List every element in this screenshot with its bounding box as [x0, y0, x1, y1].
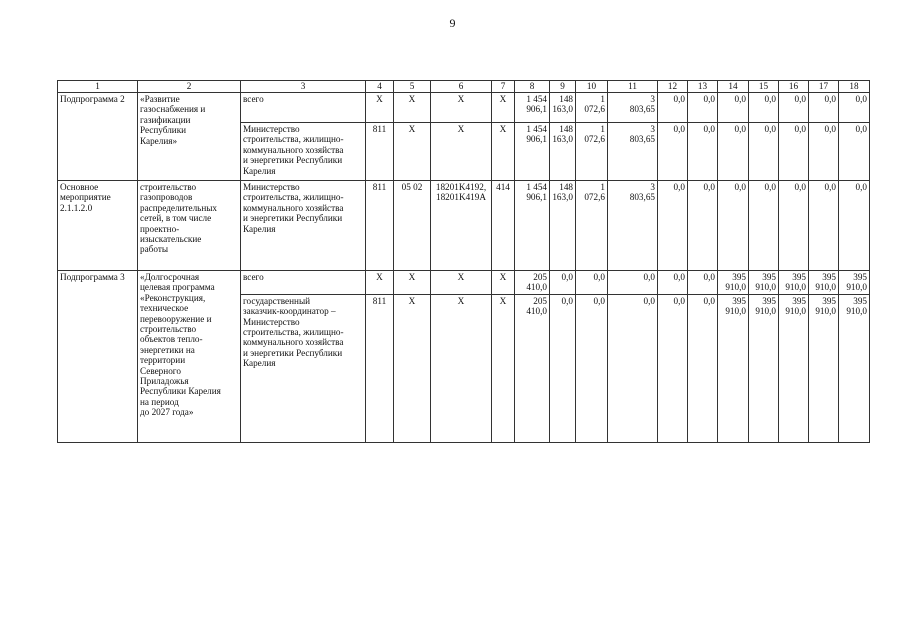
- page-number: 9: [449, 16, 456, 30]
- rzpr-cell: X: [394, 294, 431, 442]
- value-cell: 395 910,0: [839, 294, 870, 442]
- vr-cell: X: [492, 271, 515, 295]
- value-cell: 0,0: [658, 181, 688, 271]
- value-cell: 1 454 906,1: [515, 123, 550, 181]
- executor-cell: всего: [241, 271, 366, 295]
- value-cell: 395 910,0: [809, 294, 839, 442]
- csr-cell: 18201K4192, 18201K419A: [431, 181, 492, 271]
- value-cell: 1 072,6: [576, 93, 608, 123]
- value-cell: 0,0: [688, 123, 718, 181]
- rzpr-cell: X: [394, 271, 431, 295]
- value-cell: 395 910,0: [718, 294, 749, 442]
- table-row: [58, 181, 870, 271]
- executor-cell: государственный заказчик-координатор – Министерство строительства, жилищно- коммунального хозяйства и энергетики Республики Карелия: [241, 294, 366, 442]
- vr-cell: X: [492, 294, 515, 442]
- header-cell: 12: [658, 81, 688, 93]
- rzpr-cell: 05 02: [394, 181, 431, 271]
- header-cell: 5: [394, 81, 431, 93]
- value-cell: 0,0: [779, 181, 809, 271]
- grbs-cell: 811: [366, 181, 394, 271]
- value-cell: 0,0: [718, 93, 749, 123]
- value-cell: 1 072,6: [576, 123, 608, 181]
- value-cell: 395 910,0: [839, 271, 870, 295]
- value-cell: 0,0: [809, 93, 839, 123]
- grbs-cell: X: [366, 93, 394, 123]
- value-cell: 0,0: [688, 271, 718, 295]
- rzpr-cell: X: [394, 123, 431, 181]
- csr-cell: X: [431, 93, 492, 123]
- value-cell: 0,0: [688, 93, 718, 123]
- value-cell: 1 454 906,1: [515, 93, 550, 123]
- value-cell: 0,0: [809, 181, 839, 271]
- executor-cell: Министерство строительства, жилищно- коммунального хозяйства и энергетики Республики Карелия: [241, 123, 366, 181]
- value-cell: 0,0: [658, 294, 688, 442]
- value-cell: 0,0: [608, 294, 658, 442]
- vr-cell: X: [492, 123, 515, 181]
- value-cell: 1 454 906,1: [515, 181, 550, 271]
- value-cell: 0,0: [839, 123, 870, 181]
- header-cell: 14: [718, 81, 749, 93]
- value-cell: 0,0: [718, 181, 749, 271]
- header-cell: 11: [608, 81, 658, 93]
- rzpr-cell: X: [394, 93, 431, 123]
- value-cell: 3 803,65: [608, 181, 658, 271]
- header-cell: 13: [688, 81, 718, 93]
- grbs-cell: 811: [366, 123, 394, 181]
- value-cell: 0,0: [658, 123, 688, 181]
- value-cell: 0,0: [839, 93, 870, 123]
- value-cell: 0,0: [658, 93, 688, 123]
- value-cell: 0,0: [608, 271, 658, 295]
- header-cell: 17: [809, 81, 839, 93]
- value-cell: 395 910,0: [718, 271, 749, 295]
- value-cell: 395 910,0: [749, 294, 779, 442]
- header-cell: 18: [839, 81, 870, 93]
- header-cell: 1: [58, 81, 138, 93]
- value-cell: 205 410,0: [515, 294, 550, 442]
- csr-cell: X: [431, 271, 492, 295]
- value-cell: 0,0: [550, 294, 576, 442]
- header-cell: 16: [779, 81, 809, 93]
- activity-title: строительство газопроводов распределительных сетей, в том числе проектно- изыскательские работы: [138, 181, 241, 271]
- csr-cell: X: [431, 123, 492, 181]
- value-cell: 205 410,0: [515, 271, 550, 295]
- value-cell: 0,0: [749, 123, 779, 181]
- executor-cell: Министерство строительства, жилищно- коммунального хозяйства и энергетики Республики Карелия: [241, 181, 366, 271]
- value-cell: 0,0: [658, 271, 688, 295]
- value-cell: 0,0: [576, 271, 608, 295]
- value-cell: 3 803,65: [608, 123, 658, 181]
- value-cell: 0,0: [749, 181, 779, 271]
- header-cell: 10: [576, 81, 608, 93]
- header-cell: 2: [138, 81, 241, 93]
- grbs-cell: X: [366, 271, 394, 295]
- value-cell: 3 803,65: [608, 93, 658, 123]
- budget-table: [57, 80, 870, 443]
- executor-cell: всего: [241, 93, 366, 123]
- value-cell: 0,0: [688, 294, 718, 442]
- activity-label: Основное мероприятие 2.1.1.2.0: [58, 181, 138, 271]
- value-cell: 0,0: [550, 271, 576, 295]
- value-cell: 1 072,6: [576, 181, 608, 271]
- header-cell: 9: [550, 81, 576, 93]
- subprogram-title: «Долгосрочная целевая программа «Реконструкция, техническое перевооружение и строительство объектов тепло- энергетики на территории Северного Приладожья Республики Карелия на период до 2027 года»: [138, 271, 241, 443]
- subprogram-title: «Развитие газоснабжения и газификации Республики Карелия»: [138, 93, 241, 181]
- value-cell: 0,0: [779, 123, 809, 181]
- value-cell: 148 163,0: [550, 93, 576, 123]
- value-cell: 148 163,0: [550, 123, 576, 181]
- header-cell: 7: [492, 81, 515, 93]
- header-cell: 3: [241, 81, 366, 93]
- subprogram-label: Подпрограмма 2: [58, 93, 138, 181]
- header-cell: 6: [431, 81, 492, 93]
- table-row: [58, 93, 870, 123]
- grbs-cell: 811: [366, 294, 394, 442]
- header-cell: 8: [515, 81, 550, 93]
- value-cell: 395 910,0: [809, 271, 839, 295]
- csr-cell: X: [431, 294, 492, 442]
- value-cell: 0,0: [749, 93, 779, 123]
- vr-cell: X: [492, 93, 515, 123]
- value-cell: 0,0: [839, 181, 870, 271]
- value-cell: 395 910,0: [779, 271, 809, 295]
- table-row: [58, 271, 870, 295]
- value-cell: 395 910,0: [749, 271, 779, 295]
- value-cell: 0,0: [809, 123, 839, 181]
- subprogram-label: Подпрограмма 3: [58, 271, 138, 443]
- value-cell: 0,0: [779, 93, 809, 123]
- vr-cell: 414: [492, 181, 515, 271]
- value-cell: 0,0: [688, 181, 718, 271]
- value-cell: 148 163,0: [550, 181, 576, 271]
- header-cell: 4: [366, 81, 394, 93]
- value-cell: 395 910,0: [779, 294, 809, 442]
- header-cell: 15: [749, 81, 779, 93]
- header-row: [58, 81, 870, 93]
- value-cell: 0,0: [718, 123, 749, 181]
- value-cell: 0,0: [576, 294, 608, 442]
